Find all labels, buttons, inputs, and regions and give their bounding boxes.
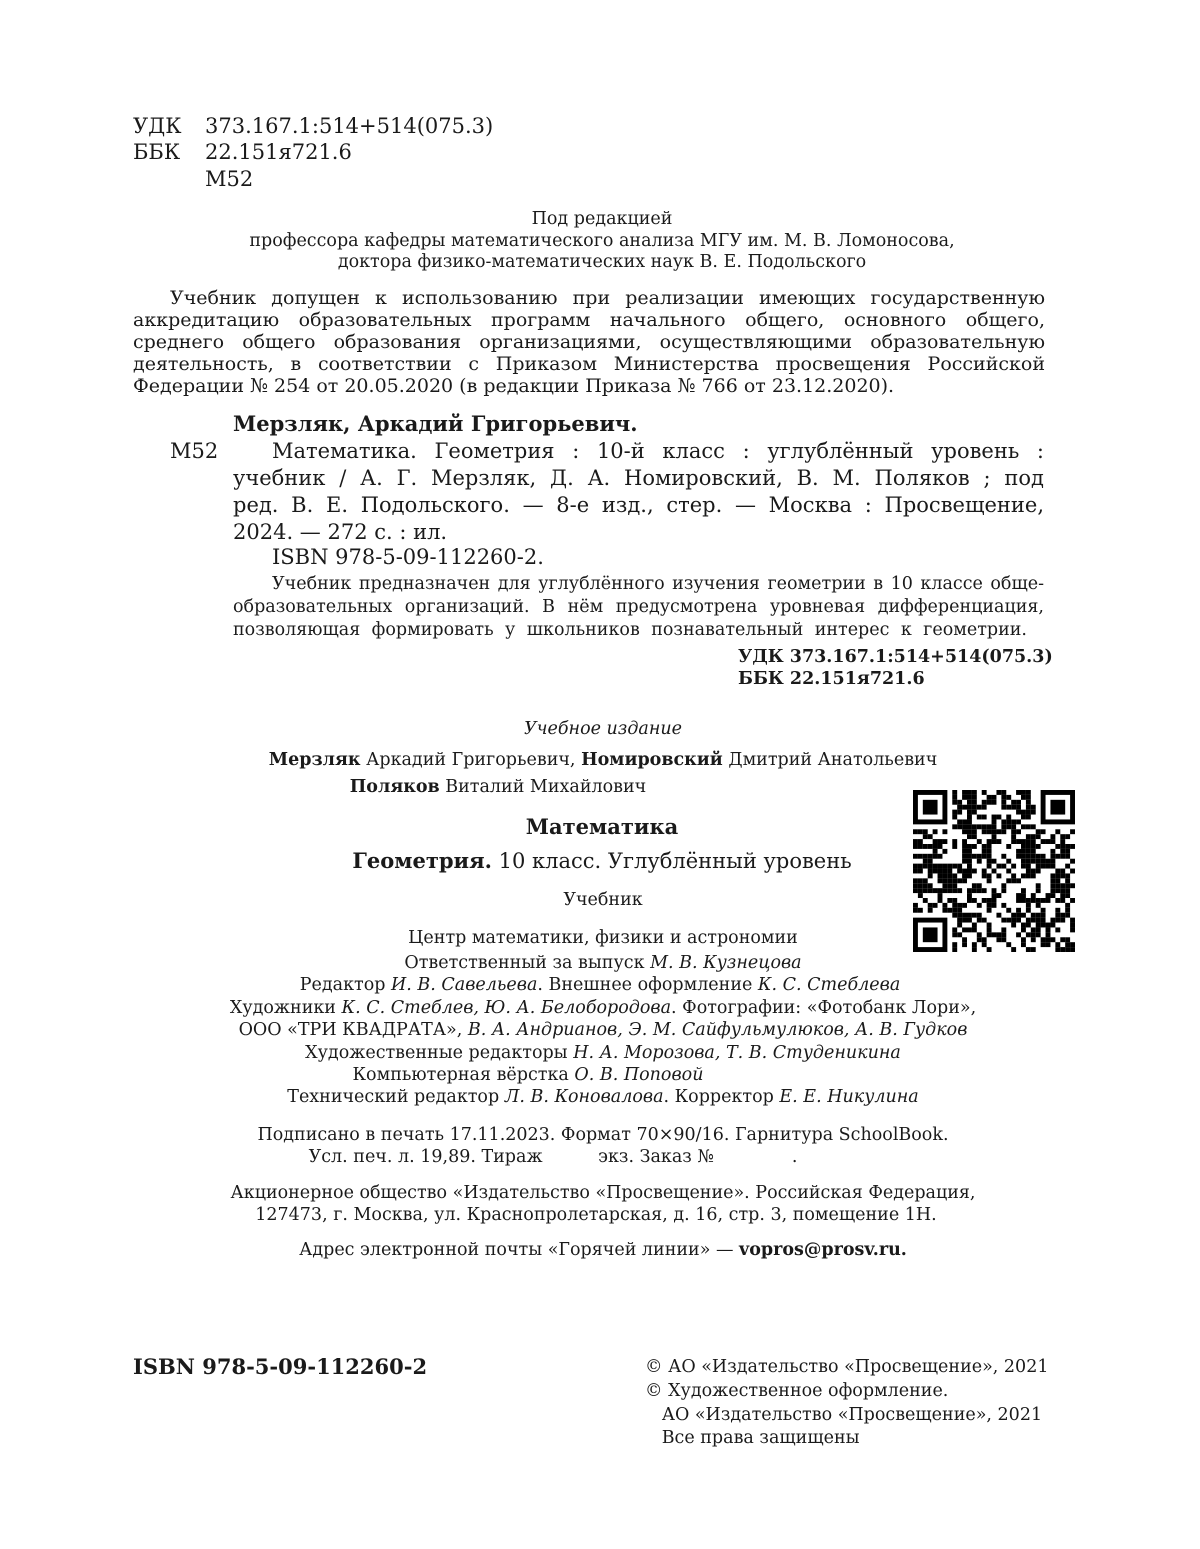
subtitle-rest: 10 класс. Углублённый уровень <box>491 849 852 873</box>
text-run: Художники <box>229 998 342 1018</box>
catalog-isbn: ISBN 978-5-09-112260-2. <box>272 545 544 569</box>
catalog-udk: УДК 373.167.1:514+514(075.3) <box>738 647 1053 667</box>
text-run: . Внешнее оформление <box>537 975 758 995</box>
credit-line <box>0 997 1200 1019</box>
qr-code-icon <box>913 790 1075 952</box>
catalog-description-line: Математика. Геометрия : 10-й класс : углублённый уровень : <box>272 439 1044 463</box>
authors-line <box>0 776 996 798</box>
annotation-line: Учебник предназначен для углублённого изучения геометрии в 10 классе обще- <box>272 574 1044 594</box>
person-name: В. А. Андрианов, Э. М. Сайфульмулюков, А. В. Гудков <box>467 1020 968 1040</box>
credit-line <box>0 1042 1200 1064</box>
catalog-description-line: ред. В. Е. Подольского. — 8-е изд., стер. — Москва : Просвещение, <box>233 493 1044 517</box>
person-name: И. В. Савельева <box>391 975 538 995</box>
catalog-description-line: учебник / А. Г. Мерзляк, Д. А. Номировский, В. М. Поляков ; под <box>233 466 1044 490</box>
catalog-bbk: ББК 22.151я721.6 <box>738 669 925 689</box>
person-name: О. В. Поповой <box>574 1065 704 1085</box>
surname: Мерзляк <box>268 750 361 770</box>
catalog-description-line: 2024. — 272 с. : ил. <box>233 520 448 544</box>
credit-line <box>0 952 1200 974</box>
bbk-value: 22.151я721.6 <box>205 140 352 164</box>
publisher-line: 127473, г. Москва, ул. Краснопролетарская, д. 16, стр. 3, помещение 1Н. <box>255 1205 937 1225</box>
text-run: . Корректор <box>663 1087 780 1107</box>
udk-value: 373.167.1:514+514(075.3) <box>205 114 494 138</box>
catalog-author-heading: Мерзляк, Аркадий Григорьевич. <box>233 411 638 436</box>
text-run: Центр математики, физики и астрономии <box>408 928 798 948</box>
annotation-line: образовательных организаций. В нём предусмотрена уровневая дифференциация, <box>233 597 1044 617</box>
text-run: Редактор <box>299 975 391 995</box>
text-run: Технический редактор <box>287 1087 505 1107</box>
person-name: М. В. Кузнецова <box>650 953 802 973</box>
editorship-line: доктора физико-математических наук В. Е. Подольского <box>337 252 867 272</box>
annotation-line: позволяющая формировать у школьников познавательный интерес к геометрии. <box>233 620 1027 640</box>
text-run: . Фотографии: «Фотобанк Лори», <box>671 998 977 1018</box>
approval-line: деятельность, в соответствии с Приказом Министерства просвещения Российской <box>133 353 1045 375</box>
person-name: Е. Е. Никулина <box>779 1087 919 1107</box>
author-mark: М52 <box>205 167 254 191</box>
authors-line <box>0 749 1200 771</box>
approval-line: среднего общего образования организациями, осуществляющими образовательную <box>133 331 1045 353</box>
approval-line: Федерации № 254 от 20.05.2020 (в редакции Приказа № 766 от 23.12.2020). <box>133 375 895 397</box>
copyright-line: АО «Издательство «Просвещение», 2021 <box>645 1405 1043 1425</box>
text-run: ООО «ТРИ КВАДРАТА», <box>238 1020 468 1040</box>
person-name: Л. В. Коновалова <box>504 1087 664 1107</box>
print-info-line: Усл. печ. л. 19,89. Тираж экз. Заказ № . <box>308 1147 798 1167</box>
text-run: Дмитрий Анатольевич <box>722 750 938 770</box>
email-address[interactable]: vopros@prosv.ru. <box>739 1240 907 1260</box>
editorship-line: Под редакцией <box>531 209 673 229</box>
surname: Номировский <box>581 750 723 770</box>
copyright-line: © Художественное оформление. <box>645 1381 949 1401</box>
text-run: Художественные редакторы <box>305 1043 574 1063</box>
person-name: Н. А. Морозова, Т. В. Студеникина <box>573 1043 901 1063</box>
approval-line: аккредитацию образовательных программ начального общего, основного общего, <box>133 309 1045 331</box>
credit-line <box>0 1019 1200 1041</box>
credit-line <box>0 974 1200 996</box>
publisher-line: Акционерное общество «Издательство «Просвещение». Российская Федерация, <box>230 1183 976 1203</box>
book-title: Математика <box>525 814 679 839</box>
print-info-line: Подписано в печать 17.11.2023. Формат 70×90/16. Гарнитура SchoolBook. <box>257 1125 949 1145</box>
udk-label: УДК <box>133 114 182 138</box>
credit-line <box>0 1086 1200 1108</box>
subtitle-bold: Геометрия. <box>352 848 492 873</box>
bbk-label: ББК <box>133 140 181 164</box>
text-run: Компьютерная вёрстка <box>352 1065 575 1085</box>
text-run: Ответственный за выпуск <box>404 953 651 973</box>
editorship-line: профессора кафедры математического анализа МГУ им. М. В. Ломоносова, <box>249 231 955 251</box>
book-type: Учебник <box>563 890 643 910</box>
text-run: Виталий Михайлович <box>439 777 647 797</box>
person-name: К. С. Стеблева <box>757 975 901 995</box>
catalog-mark: М52 <box>170 439 219 463</box>
email-line <box>0 1239 1200 1261</box>
person-name: К. С. Стеблев, Ю. А. Белобородова <box>341 998 672 1018</box>
copyright-line: Все права защищены <box>645 1428 860 1448</box>
credit-line <box>0 1064 1056 1086</box>
edition-type: Учебное издание <box>523 719 683 739</box>
text-run: Аркадий Григорьевич, <box>360 750 582 770</box>
footer-isbn: ISBN 978-5-09-112260-2 <box>133 1354 428 1379</box>
surname: Поляков <box>349 777 440 797</box>
email-prefix: Адрес электронной почты «Горячей линии» — <box>299 1240 740 1260</box>
approval-line: Учебник допущен к использованию при реализации имеющих государственную <box>170 287 1045 309</box>
copyright-line: © АО «Издательство «Просвещение», 2021 <box>645 1357 1049 1377</box>
